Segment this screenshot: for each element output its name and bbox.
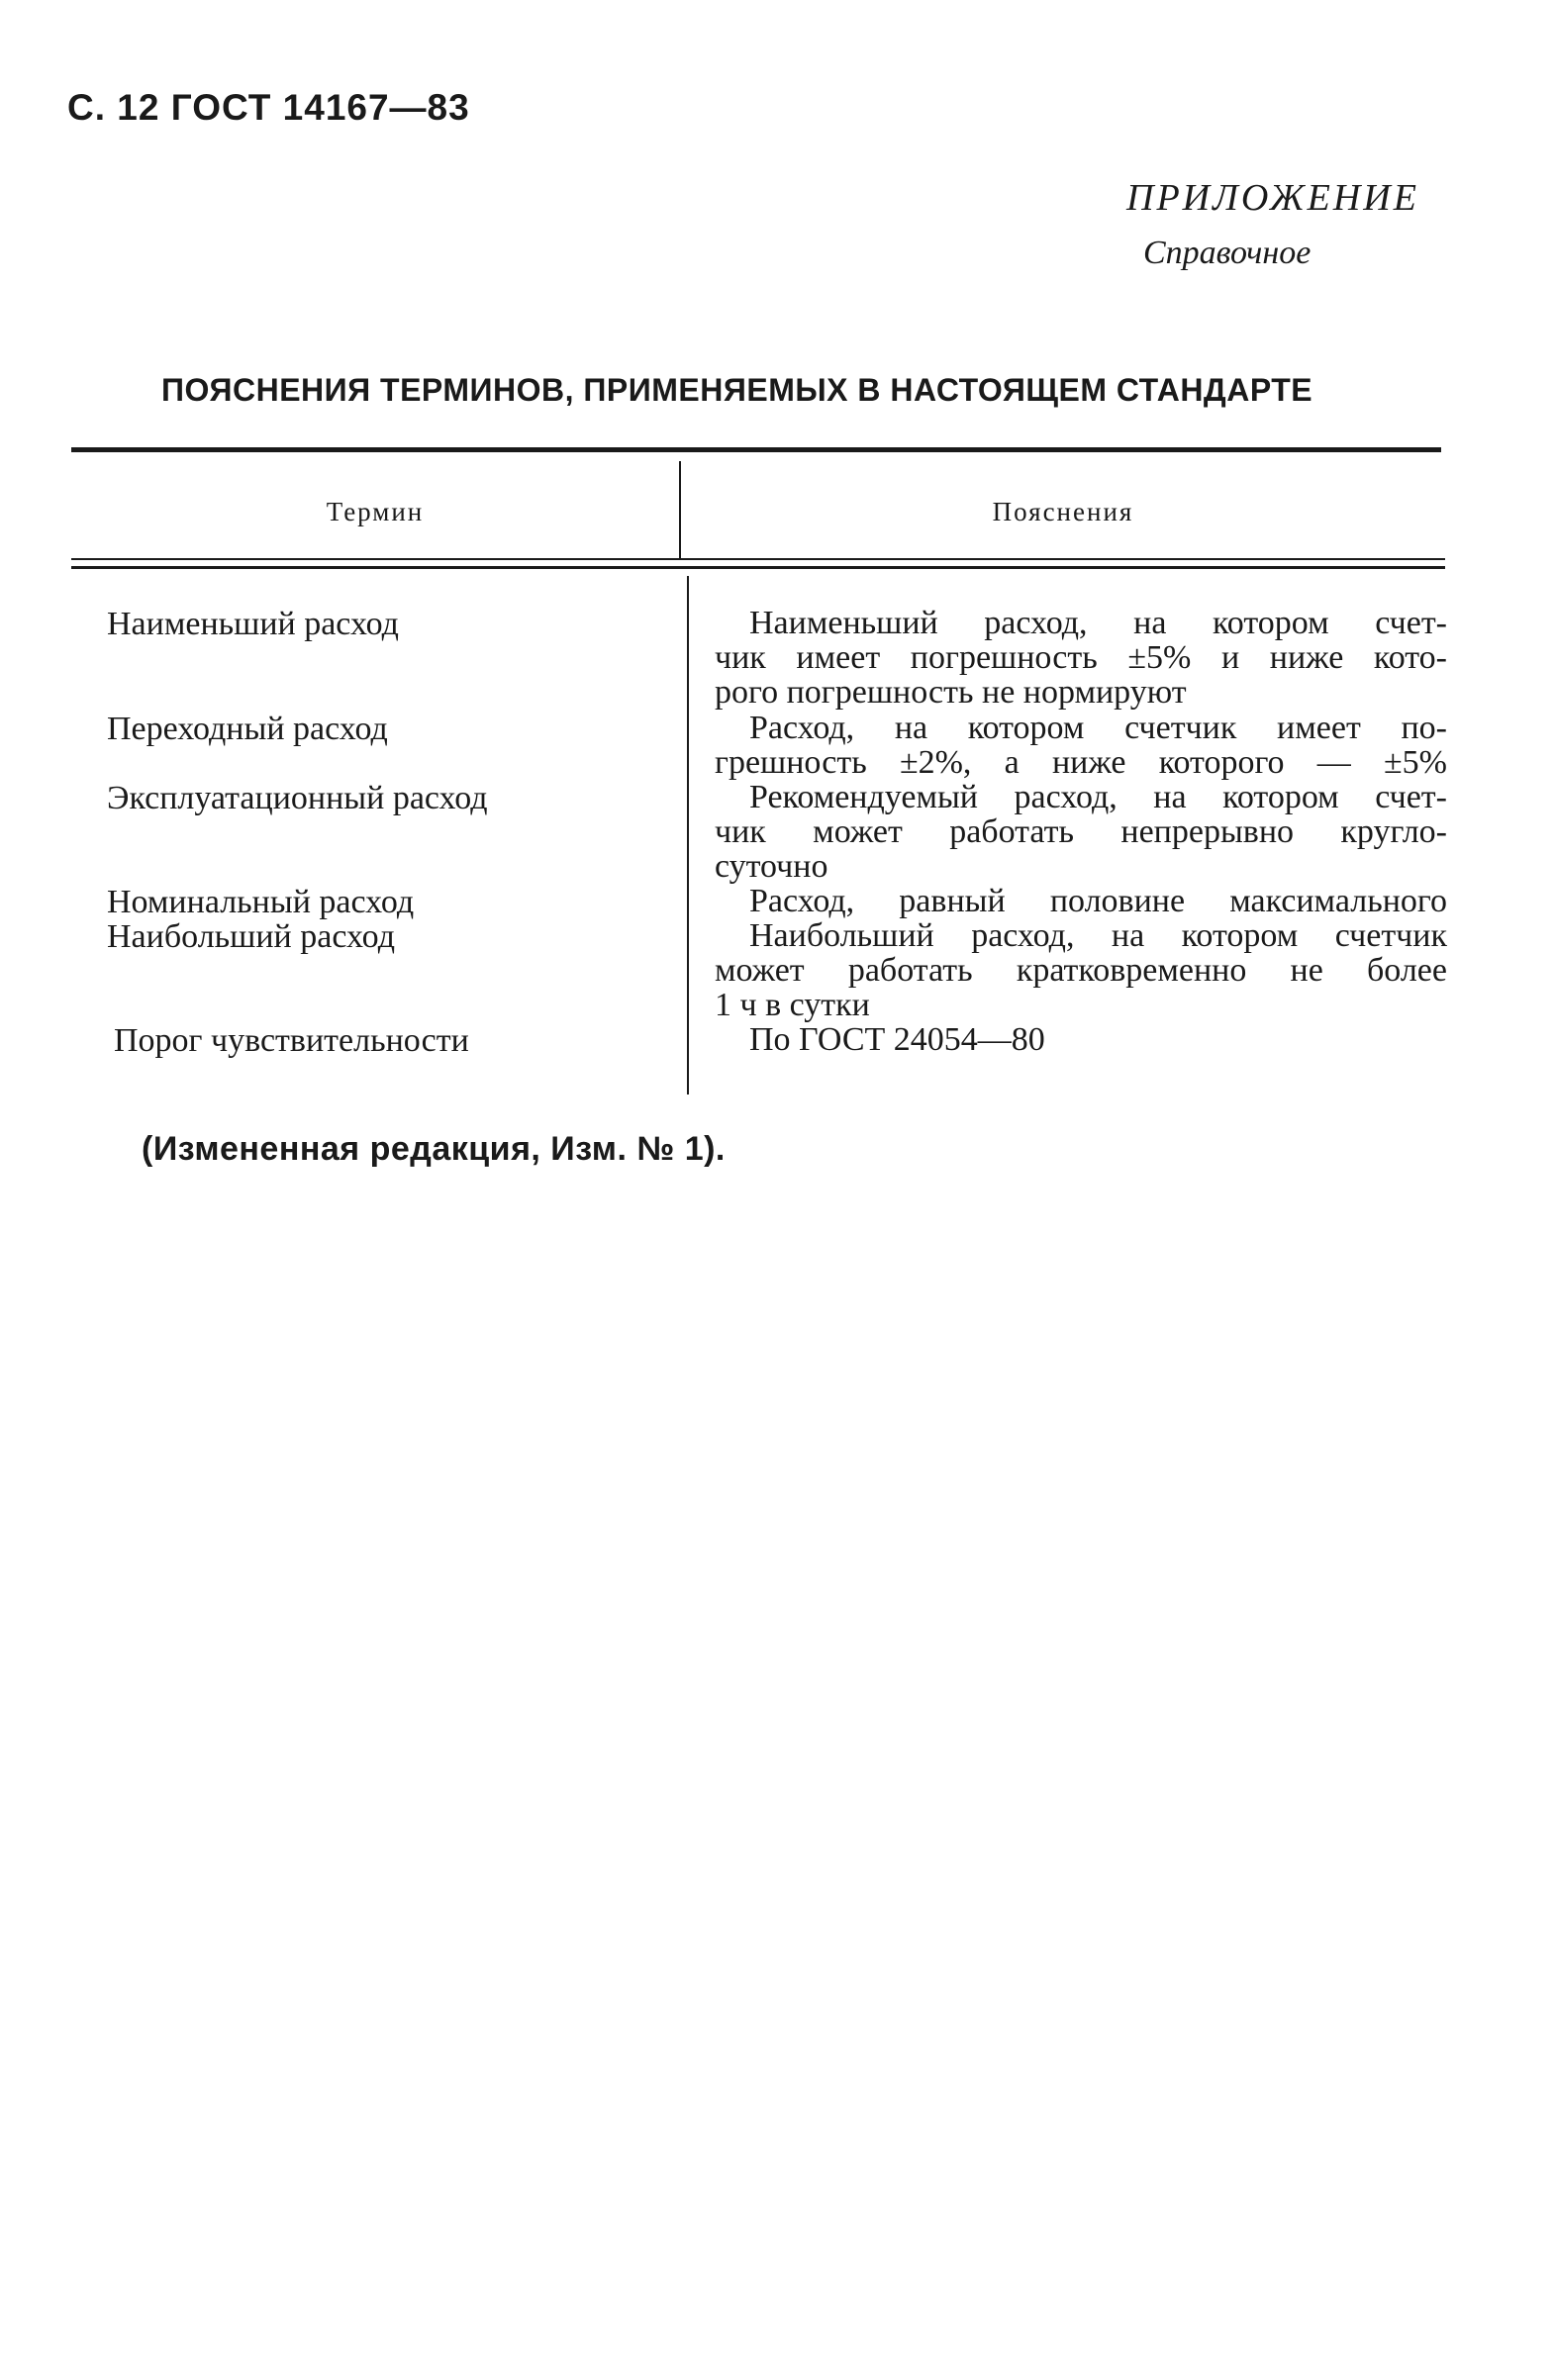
amendment-note: (Измененная редакция, Изм. № 1). xyxy=(142,1130,726,1168)
explanation-line: Наибольший расход, на котором счетчик xyxy=(749,917,1447,954)
table-row-term: Номинальный расход xyxy=(107,884,415,920)
explanation-line: может работать кратковременно не более xyxy=(715,952,1447,989)
column-header-term: Термин xyxy=(326,497,425,526)
document-title: ПОЯСНЕНИЯ ТЕРМИНОВ, ПРИМЕНЯЕМЫХ В НАСТОЯЩЕМ СТАНДАРТЕ xyxy=(161,372,1313,408)
explanation-line: Наименьший расход, на котором счет- xyxy=(749,605,1447,641)
table-top-rule xyxy=(71,447,1441,452)
table-row-explanation xyxy=(715,606,1447,710)
explanation-line: Расход, на котором счетчик имеет по- xyxy=(749,710,1447,746)
table-row-explanation xyxy=(715,918,1447,1022)
table-row-term: Наибольший расход xyxy=(107,918,395,955)
explanation-line: чик имеет погрешность ±5% и ниже кото- xyxy=(715,639,1447,676)
table-row-explanation xyxy=(715,1022,1447,1057)
explanation-line: Рекомендуемый расход, на котором счет- xyxy=(749,779,1447,815)
explanation-line: 1 ч в сутки xyxy=(715,987,870,1023)
table-row-term: Переходный расход xyxy=(107,711,388,747)
explanation-line: суточно xyxy=(715,848,828,885)
table-row-explanation xyxy=(715,884,1447,918)
explanation-line: По ГОСТ 24054—80 xyxy=(749,1021,1045,1058)
explanation-line: Расход, равный половине максимального xyxy=(749,883,1447,919)
appendix-subtitle: Справочное xyxy=(1143,235,1312,271)
table-row-term: Наименьший расход xyxy=(107,606,399,642)
column-header-explanation: Пояснения xyxy=(992,497,1134,526)
table-row-term: Порог чувствительности xyxy=(114,1022,469,1059)
appendix-title: ПРИЛОЖЕНИЕ xyxy=(1126,177,1419,219)
table-row-term: Эксплуатационный расход xyxy=(107,780,488,816)
table-row-explanation xyxy=(715,711,1447,780)
table-header-rule xyxy=(71,558,1445,560)
table-body-divider xyxy=(687,576,689,1095)
page-header: С. 12 ГОСТ 14167—83 xyxy=(67,87,470,128)
explanation-line: рого погрешность не нормируют xyxy=(715,674,1187,711)
table-header-rule-double xyxy=(71,566,1445,569)
table-row-explanation xyxy=(715,780,1447,884)
explanation-line: грешность ±2%, а ниже которого — ±5% xyxy=(715,744,1447,781)
explanation-line: чик может работать непрерывно кругло- xyxy=(715,813,1447,850)
